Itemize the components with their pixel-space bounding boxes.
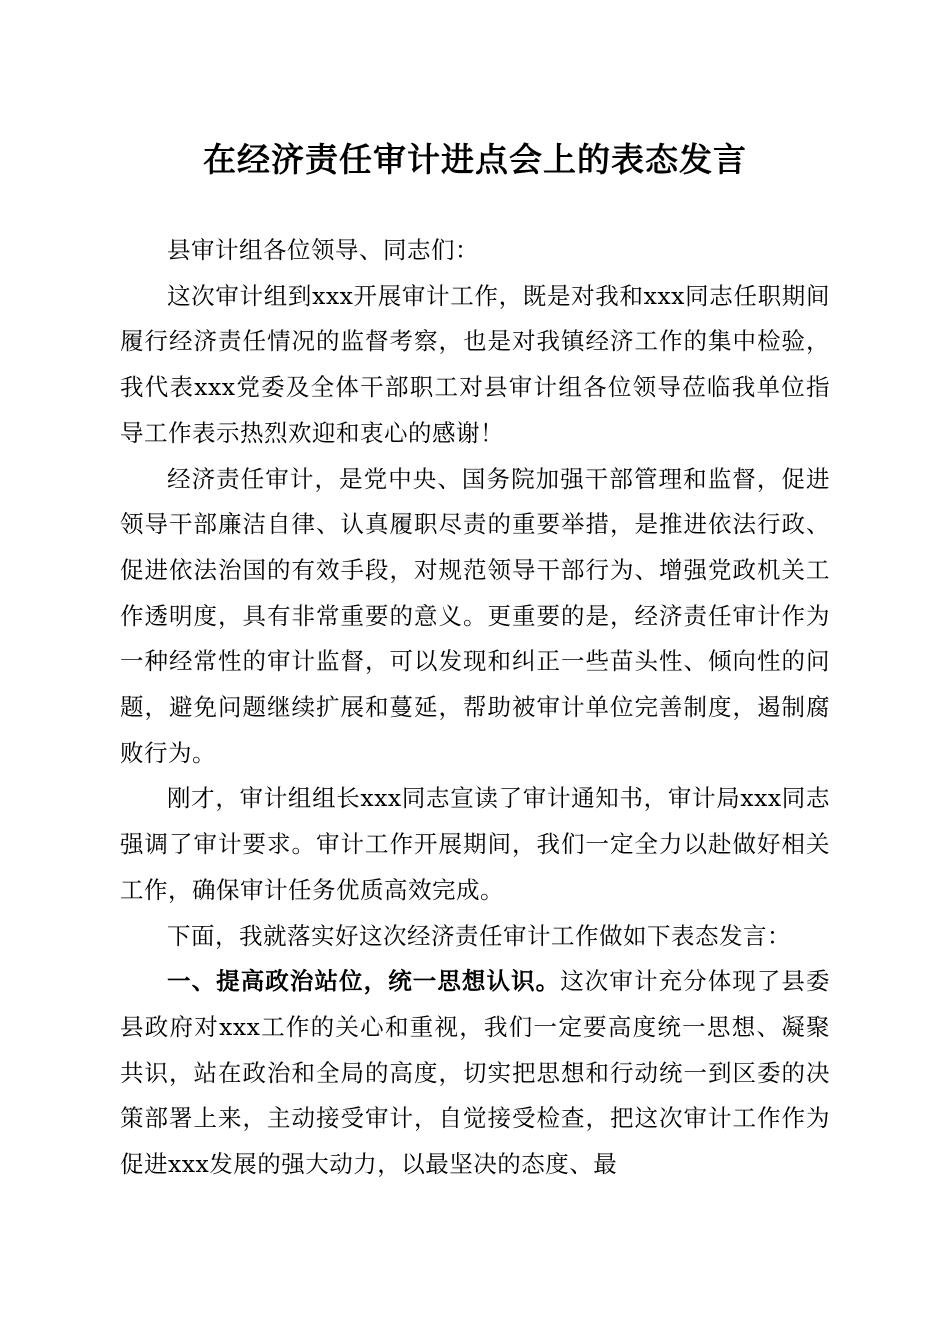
- document-body: [120, 228, 830, 1188]
- paragraph-intro: 下面，我就落实好这次经济责任审计工作做如下表态发言：: [167, 921, 791, 950]
- document-title: 在经济责任审计进点会上的表态发言: [203, 140, 747, 179]
- salutation: 县审计组各位领导、同志们：: [167, 236, 479, 264]
- paragraph-commitment: 刚才，审计组组长xxx同志宣读了审计通知书，审计局xxx同志强调了审计要求。审计工作开展期间，我们一定全力以赴做好相关工作，确保审计任务优质高效完成。: [120, 784, 830, 904]
- section-1-heading: 一、提高政治站位，统一思想认识。: [167, 967, 561, 996]
- paragraph-welcome: 这次审计组到xxx开展审计工作，既是对我和xxx同志任职期间履行经济责任情况的监督考察，也是对我镇经济工作的集中检验，我代表xxx党委及全体干部职工对县审计组各位领导莅临我单位指导工作表示热烈欢迎和衷心的感谢！: [120, 281, 830, 447]
- paragraph-significance: 经济责任审计，是党中央、国务院加强干部管理和监督，促进领导干部廉洁自律、认真履职尽责的重要举措，是推进依法行政、促进依法治国的有效手段，对规范领导干部行为、增强党政机关工作透明度，具有非常重要的意义。更重要的是，经济责任审计作为一种经常性的审计监督，可以发现和纠正一些苗头性、倾向性的问题，避免问题继续扩展和蔓延，帮助被审计单位完善制度，遏制腐败行为。: [120, 464, 830, 767]
- section-1-paragraph: [120, 959, 830, 1188]
- section-1-text: 这次审计充分体现了县委县政府对xxx工作的关心和重视，我们一定要高度统一思想、凝聚共识，站在政治和全局的高度，切实把思想和行动统一到区委的决策部署上来，主动接受审计，自觉接受检查，把这次审计工作作为促进xxx发展的强大动力，以最坚决的态度、最: [120, 967, 831, 1179]
